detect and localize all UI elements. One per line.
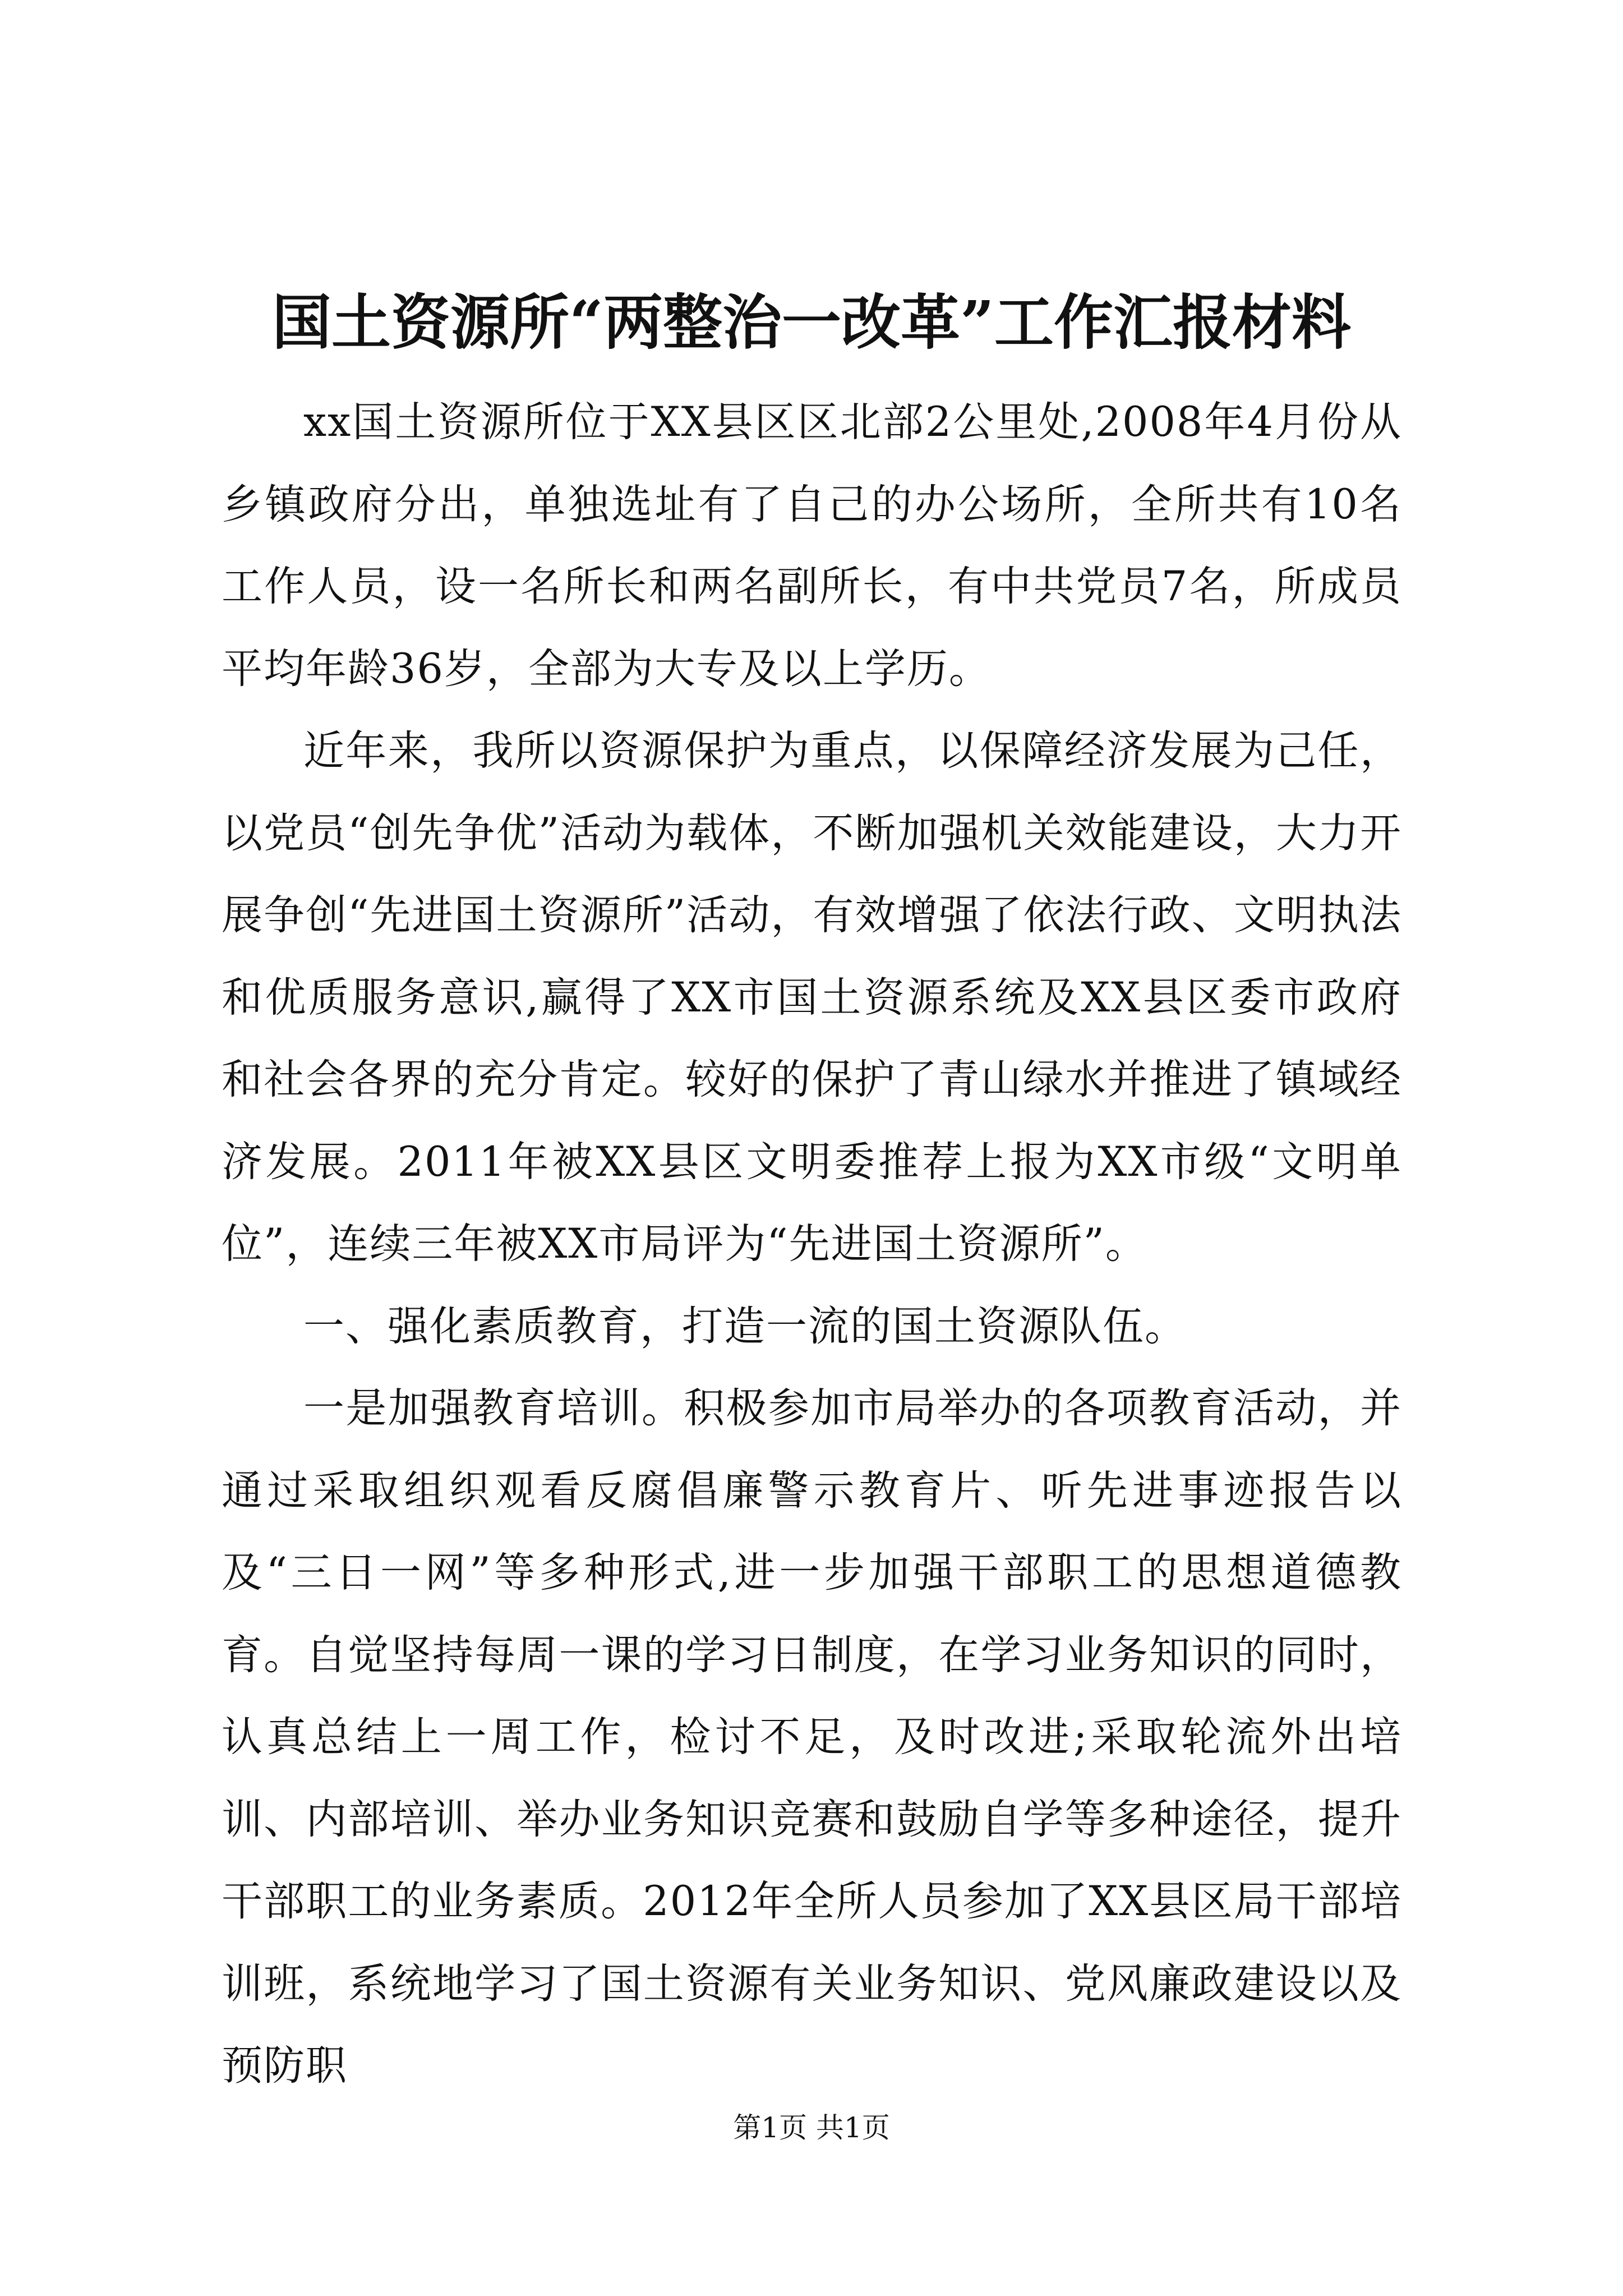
page-number-footer: 第1页 共1页 [733, 2111, 890, 2144]
paragraph-training: 一是加强教育培训。积极参加市局举办的各项教育活动，并通过采取组织观看反腐倡廉警示教育片、听先进事迹报告以及“三日一网”等多种形式,进一步加强干部职工的思想道德教育。自觉坚持每周一课的学习日制度，在学习业务知识的同时，认真总结上一周工作，检讨不足，及时改进;采取轮流外出培训、内部培训、举办业务知识竞赛和鼓励自学等多种途径，提升干部职工的业务素质。2012年全所人员参加了XX县区局干部培训班，系统地学习了国土资源有关业务知识、党风廉政建设以及预防职 [222, 1384, 1402, 2090]
paragraph-achievements: 近年来，我所以资源保护为重点，以保障经济发展为己任，以党员“创先争优”活动为载体，不断加强机关效能建设，大力开展争创“先进国土资源所”活动，有效增强了依法行政、文明执法和优质服务意识,赢得了XX市国土资源系统及XX县区委市政府和社会各界的充分肯定。较好的保护了青山绿水并推进了镇域经济发展。2011年被XX县区文明委推荐上报为XX市级“文明单位”，连续三年被XX市局评为“先进国土资源所”。 [222, 727, 1402, 1268]
section-heading-1: 一、强化素质教育，打造一流的国土资源队伍。 [303, 1302, 1187, 1350]
paragraph-intro: xx国土资源所位于XX县区区北部2公里处,2008年4月份从乡镇政府分出，单独选址有了自己的办公场所，全所共有10名工作人员，设一名所长和两名副所长，有中共党员7名，所成员平均年龄36岁，全部为大专及以上学历。 [222, 398, 1402, 693]
document-body [222, 381, 1402, 2108]
document-title: 国土资源所“两整治一改革”工作汇报材料 [272, 287, 1351, 357]
